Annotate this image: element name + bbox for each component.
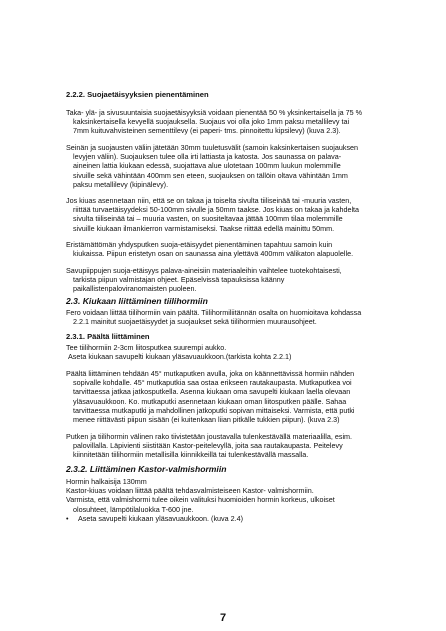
line: Kastor-kiuas voidaan liittää päältä tehdasvalmisteiseen Kastor- valmishormiin. xyxy=(66,486,314,496)
line: Hormin halkaisija 130mm xyxy=(66,477,147,486)
line: 7mm kuituvahvisteinen sementtilevy (ei paperi- tms. pinnoitettu kipsilevy) (kuva 2.3). xyxy=(73,126,341,136)
line: riittää turvaetäisyydeksi 50-100mm sivulle ja 50mm taakse. Jos kiuas on takaa ja kahdelta xyxy=(73,205,360,215)
line: sivuille sekä vähintään 400mm sen eteen, suojauksen on tällöin oltava vähintään 1mm xyxy=(73,170,348,180)
paragraph-chimneys xyxy=(66,266,418,294)
line: Eristämättömän yhdysputken suoja-etäisyydet pienentäminen tapahtuu samoin kuin xyxy=(66,240,333,249)
line: yläsavuaukkoon. Ko. mutkaputki asennetaan kiukaan oman liitosputken päälle. Sahaa xyxy=(73,396,347,406)
line: tarvittaessa jatkaa jatkosputkella. Asenna kiukaan oma savupelti kiukaan laella olevaan xyxy=(73,387,351,397)
section-heading-2-3-1: 2.3.1. Päältä liittäminen xyxy=(66,332,150,341)
line: Varmista, että valmishormi tulee oikein valituksi huomioiden hormin korkeus, ulkoiset xyxy=(66,495,335,505)
line: olosuhteet, lämpötilaluokka T-600 jne. xyxy=(73,504,194,514)
line: 2.2.1 mainitut suojaetäisyydet ja suojaukset sekä tiilihormien muurausohjeet. xyxy=(73,317,317,327)
paragraph-sealing xyxy=(66,432,418,460)
line: sopivalle kohdalle. 45° mutkaputkia saa ostaa erikseen rautakaupasta. Mutkaputkea voi xyxy=(73,378,352,388)
line: Putken ja tiilihormin välinen rako tiivistetään joustavalla tulenkestävällä materiaalilla, esim. xyxy=(66,432,353,441)
paragraph-connecting-pipe xyxy=(66,240,418,258)
line: sivulta tiiliseinää tai – muuria vasten, on suositeltavaa jättää 100mm tilaa molemmille xyxy=(73,214,343,224)
section-heading-2-3: 2.3. Kiukaan liittäminen tiilihormiin xyxy=(66,296,208,306)
line: levyjen väliin). Suojauksen tulee olla irti lattiasta ja katosta. Jos saunassa on palava- xyxy=(73,152,342,162)
section-heading-2-2-2: 2.2.2. Suojaetäisyyksien pienentäminen xyxy=(66,90,209,99)
paragraph-ventilation-gaps xyxy=(66,143,418,189)
bullet-text: Aseta savupelti kiukaan yläsavuaukkoon. (kuva 2.4) xyxy=(78,513,244,523)
bullet-item xyxy=(66,514,418,523)
line: menee riittävästi piipun sisään (ei kuitenkaan liian pitkälle tukkien piipun). (kuva 2.3) xyxy=(73,415,340,425)
paragraph-brick-flue xyxy=(66,308,418,326)
line: palovillalla. Läpivienti siistitään Kastor-peitelevyllä, joita saa rautakaupasta. Peitelevy xyxy=(73,441,343,451)
line: aineinen lattia kiukaan edessä, suojattava alue ulotetaan 100mm luukun molemmille xyxy=(73,161,341,171)
line: Päältä liittäminen tehdään 45° mutkaputken avulla, joka on käännettävissä hormiin nähden xyxy=(66,369,355,378)
paragraph-opening xyxy=(66,343,418,361)
line: Taka- ylä- ja sivusuuntaisia suojaetäisyyksiä voidaan pienentää 50 % yksinkertaisella ja 75 % xyxy=(66,108,363,117)
line: kaksinkertaisella kevyellä suojauksella. Suojaus voi olla joko 1mm paksu metallilevy tai xyxy=(73,117,350,127)
page-number: 7 xyxy=(219,612,227,624)
line: tarkista piipun valmistajan ohjeet. Epäselvissä tapauksissa käänny xyxy=(73,275,285,285)
line: tarvittaessa mutkaputki ja mahdollinen jatkoputki sopivan mittaiseksi. Varmista, että putki xyxy=(73,405,355,415)
line: paikallistenpaloviranomaisten puoleen. xyxy=(73,284,197,294)
paragraph-elbow-pipe xyxy=(66,369,418,424)
paragraph-brick-wall xyxy=(66,196,418,233)
line: sivuille kiukaan ilmankierron varmistamiseksi. Taakse riittää edellä mainittu 50mm. xyxy=(73,223,335,233)
bullet-icon: • xyxy=(66,513,69,523)
paragraph-reductions xyxy=(66,108,418,136)
line: Tee tiilihormiin 2-3cm liitosputkea suurempi aukko. xyxy=(66,343,227,352)
line: Fero voidaan liittää tiilihormiin vain päältä. Tiilihormiliitännän osalta on huomioitava kohdassa xyxy=(66,308,362,317)
line: paksu metallilevy (kipinälevy). xyxy=(73,179,169,189)
line: Savupiippujen suoja-etäisyys palava-aineisiin materiaaleihin vaihtelee tuotekohtaisesti, xyxy=(66,266,342,275)
line: Jos kiuas asennetaan niin, että se on takaa ja toiselta sivulta tiiliseinää tai -muuria vasten, xyxy=(66,196,352,205)
paragraph-kastor-chimney xyxy=(66,477,418,523)
section-heading-2-3-2: 2.3.2. Liittäminen Kastor-valmishormiin xyxy=(66,464,227,474)
line: Aseta kiukaan savupelti kiukaan yläsavuaukkoon.(tarkista kohta 2.2.1) xyxy=(68,352,292,362)
line: kiinnitetään tiilihormiin metallisilla kiinnikkeillä tai tulenkestävällä massalla. xyxy=(73,450,309,460)
line: Seinän ja suojausten väliin jätetään 30mm tuuletusvälit (samoin kaksinkertaisen suojauksen xyxy=(66,143,359,152)
line: kiukaissa. Piipun eristetyn osan on saunassa aina ylettävä 400mm välikaton alapuolelle. xyxy=(73,249,354,259)
